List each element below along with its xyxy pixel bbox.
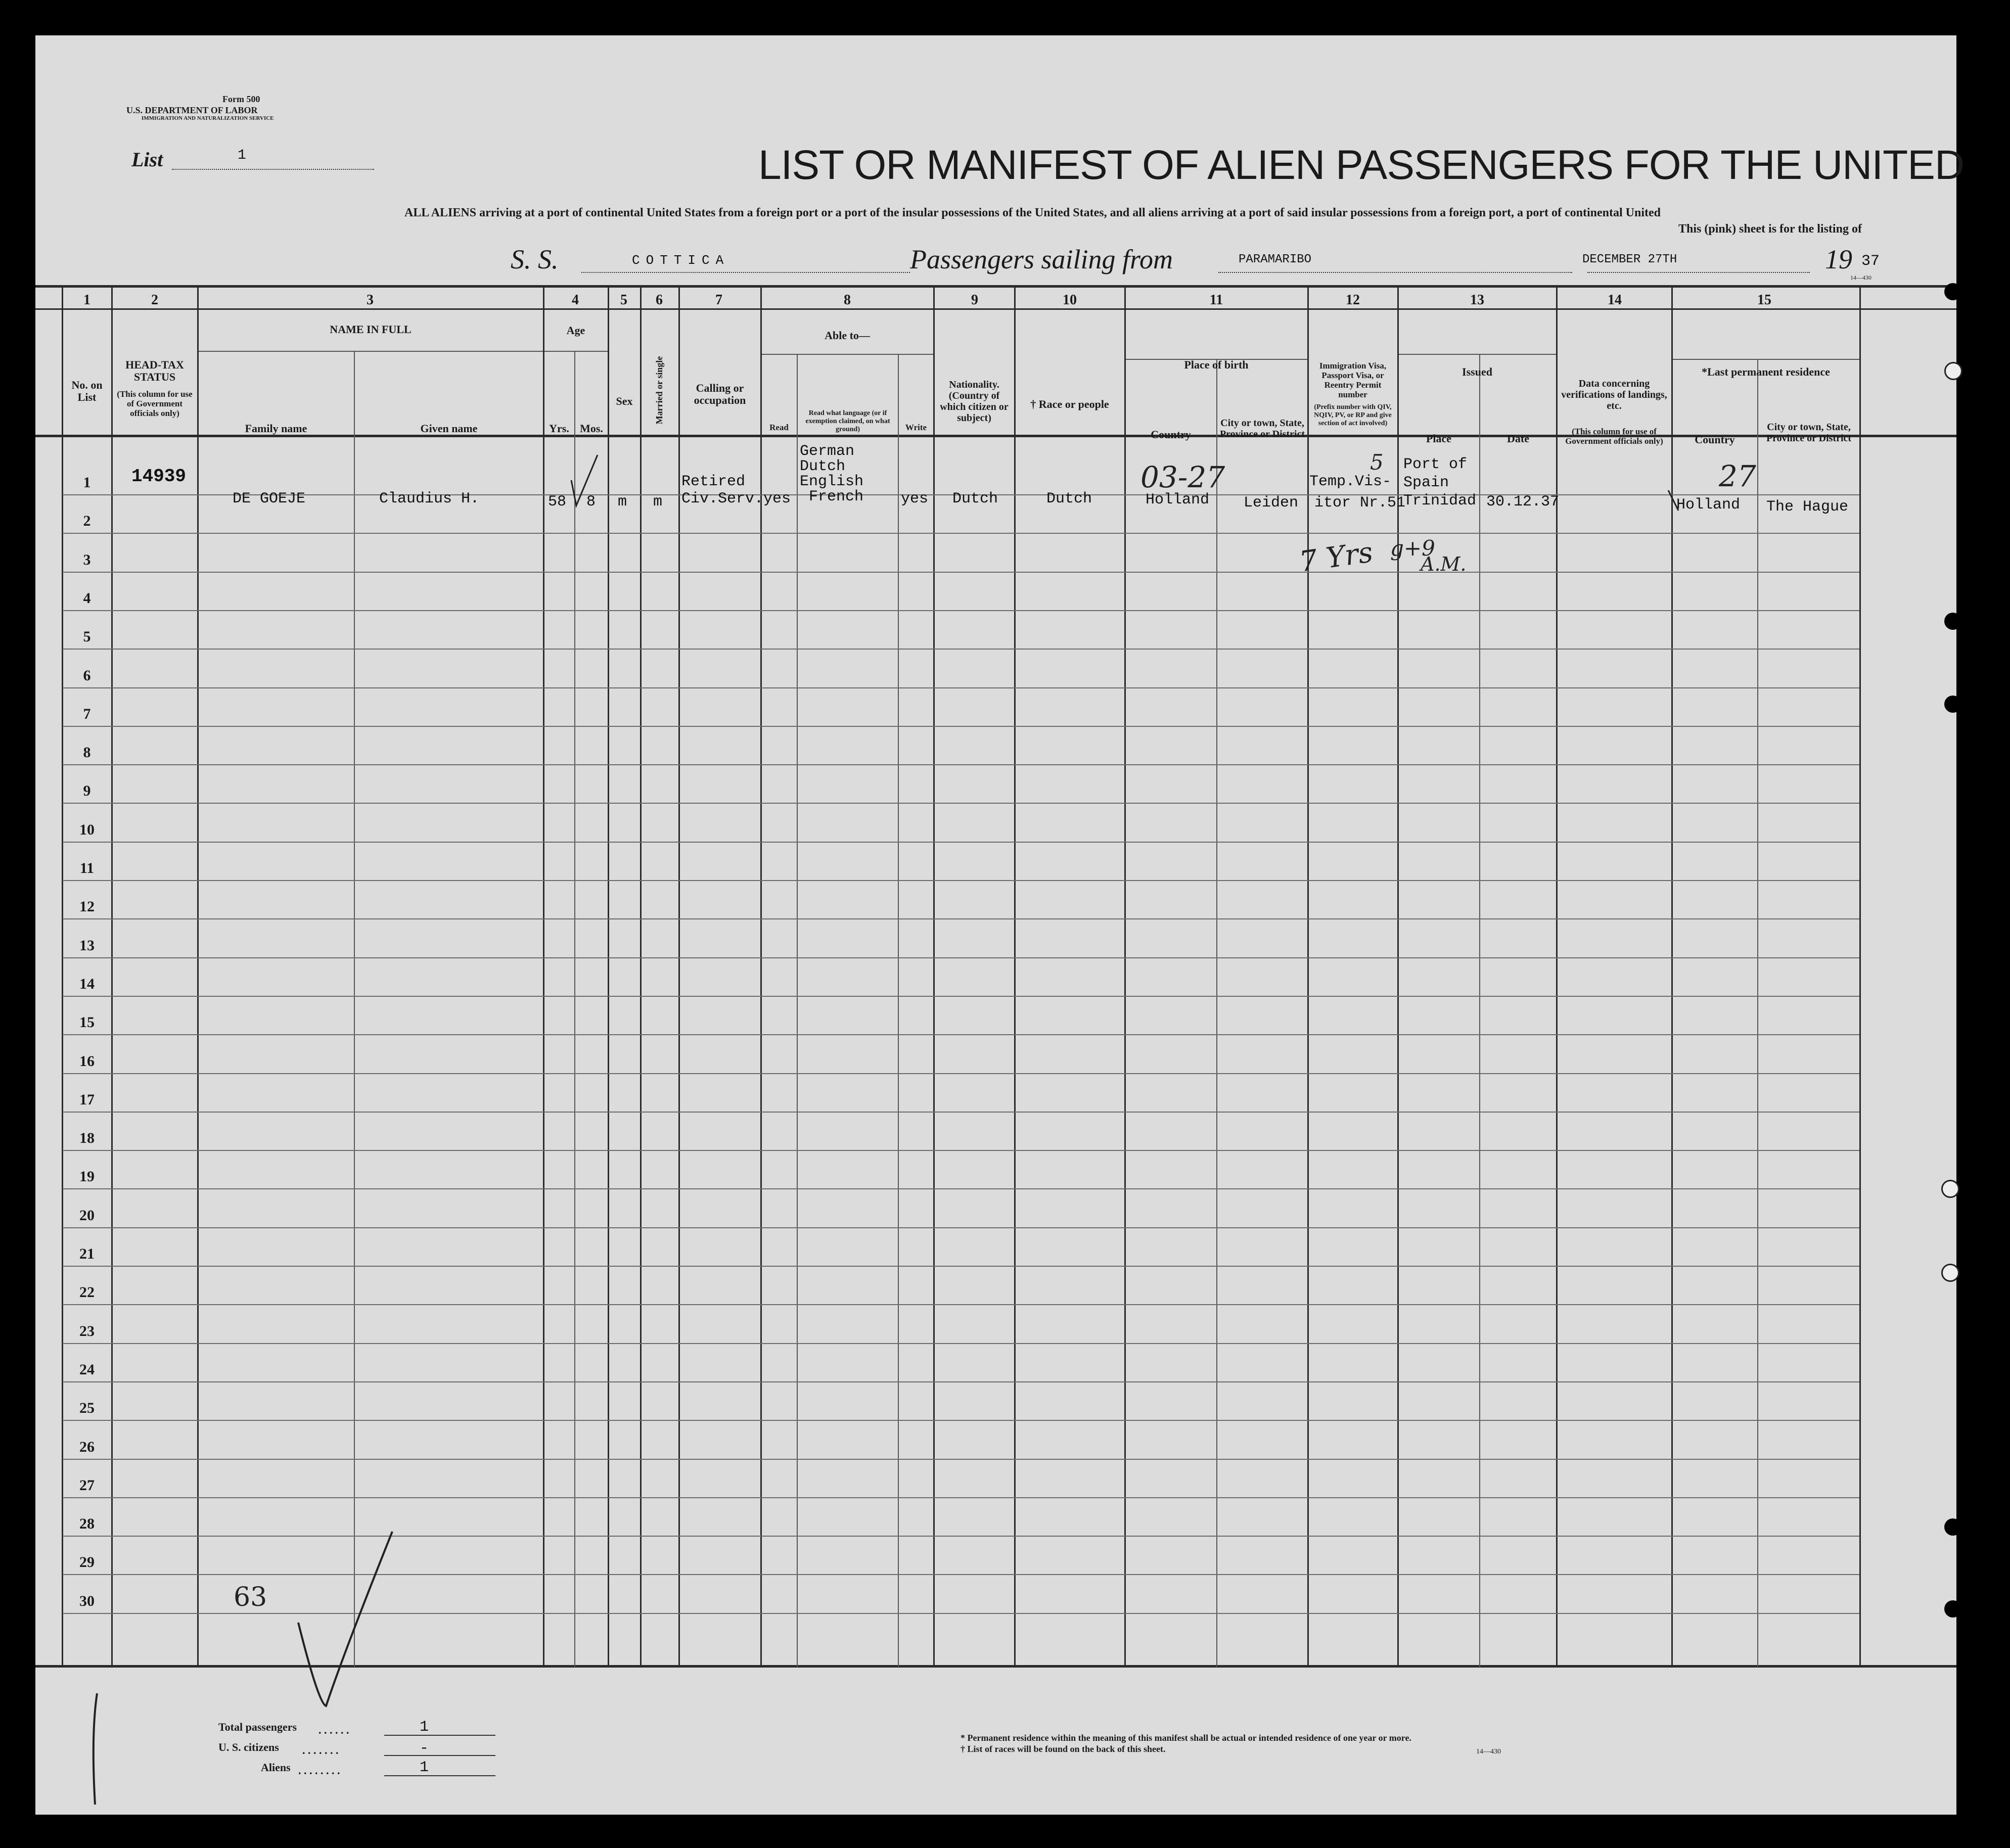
row-number: 8 (83, 744, 91, 761)
column-number: 14 (1608, 292, 1622, 308)
visa-line2: itor Nr.51 (1314, 494, 1406, 512)
binder-hole (1941, 1180, 1959, 1198)
age-months: 8 (586, 493, 596, 511)
row-number: 6 (83, 667, 91, 684)
manifest-title: LIST OR MANIFEST OF ALIEN PASSENGERS FOR THE UNITED (758, 142, 1965, 188)
binder-hole (1944, 362, 1962, 380)
departure-date: DECEMBER 27TH (1582, 253, 1677, 266)
row-number: 4 (83, 589, 91, 607)
us-citizens-label: U. S. citizens (218, 1741, 279, 1753)
total-passengers-label: Total passengers (218, 1721, 297, 1733)
header-nationality: Nationality. (Country of which citizen or subject) (940, 379, 1009, 424)
total-passengers-underline (384, 1735, 495, 1736)
us-citizens-value: - (420, 1740, 429, 1757)
ss-label: S. S. (511, 244, 559, 274)
race: Dutch (1046, 490, 1092, 507)
header-read: Read (769, 423, 789, 432)
aliens-label: Aliens (261, 1761, 291, 1774)
column-number: 4 (572, 292, 579, 308)
header-calling: Calling or occupation (694, 382, 746, 406)
header-landing-data: Data concerning verifications of landings, etc. (1561, 378, 1667, 411)
binder-hole (1944, 1518, 1961, 1536)
calling-line1: Retired (681, 473, 746, 490)
row-number: 20 (79, 1207, 95, 1224)
footnote-races: † List of races will be found on the back of this sheet. (961, 1744, 1166, 1754)
column-number: 3 (367, 292, 374, 308)
list-label: List (131, 148, 163, 171)
handwritten-initials: A.M. (1421, 553, 1467, 575)
birth-country: Holland (1146, 491, 1210, 509)
row-number: 21 (79, 1245, 95, 1262)
row-number: 18 (79, 1130, 95, 1147)
row-number: 3 (83, 551, 91, 568)
header-given-name: Given name (420, 422, 478, 435)
header-mos: Mos. (580, 422, 603, 435)
birth-city: Leiden (1244, 494, 1299, 512)
departure-port: PARAMARIBO (1239, 253, 1312, 266)
header-race: † Race or people (1030, 398, 1109, 410)
handwritten-years: 7 Yrs (1297, 536, 1375, 579)
row-number: 1 (83, 474, 91, 491)
row-number: 27 (79, 1476, 95, 1494)
year-prefix: 19 (1825, 244, 1852, 274)
header-birth-country: Country (1151, 428, 1191, 441)
column-number: 5 (620, 292, 627, 308)
form-number: Form 500 (222, 94, 260, 104)
row-number: 26 (79, 1438, 95, 1455)
residence-country: Holland (1676, 496, 1741, 514)
service-name: IMMIGRATION AND NATURALIZATION SERVICE (142, 115, 274, 121)
header-res-country: Country (1695, 433, 1735, 446)
header-visa: Immigration Visa, Passport Visa, or Reentry Permit number (1319, 361, 1387, 399)
header-age: Age (566, 324, 585, 337)
footnote-code: 14—430 (1476, 1748, 1501, 1755)
footnote-residence: * Permanent residence within the meaning of this manifest shall be actual or intended residence of one year or more. (961, 1733, 1411, 1743)
department-name: U.S. DEPARTMENT OF LABOR (126, 105, 258, 115)
row-number: 12 (79, 898, 95, 915)
row-number: 17 (79, 1091, 95, 1108)
header-read-language: Read what language (or if exemption claimed, on what ground) (805, 409, 890, 433)
header-issued-date: Date (1507, 432, 1529, 445)
header-sex: Sex (616, 395, 633, 407)
language-3: English (800, 473, 864, 490)
nationality: Dutch (952, 490, 998, 507)
column-number: 9 (971, 292, 978, 308)
header-issued-place: Place (1426, 432, 1452, 445)
issued-place-line1: Port of (1403, 456, 1468, 473)
head-tax-mark: 14939 (131, 466, 187, 487)
column-number: 6 (656, 292, 663, 308)
row-number: 30 (79, 1592, 95, 1609)
row-number: 22 (79, 1284, 95, 1301)
birth-code-annotation: 03-27 (1140, 460, 1225, 494)
column-number: 8 (844, 292, 851, 308)
residence-city: The Hague (1766, 498, 1849, 516)
row-number: 16 (79, 1052, 95, 1070)
total-passengers-value: 1 (420, 1719, 429, 1736)
handwritten-check-marks (35, 35, 1956, 1815)
row-number: 7 (83, 705, 91, 722)
row-number: 9 (83, 782, 91, 800)
header-head-tax-note: (This column for use of Government officials only) (117, 389, 193, 418)
header-yrs: Yrs. (549, 422, 569, 435)
header-res-city: City or town, State, Province or District (1766, 422, 1852, 444)
column-number: 10 (1063, 292, 1077, 308)
form-code-top: 14—430 (1850, 274, 1871, 281)
citizens-dots: . . . . . . . (302, 1744, 339, 1757)
sailing-label: Passengers sailing from (910, 244, 1173, 274)
row-number: 29 (79, 1554, 95, 1571)
row-number: 10 (79, 821, 95, 838)
column-number: 2 (151, 292, 158, 308)
binder-hole (1944, 696, 1961, 713)
header-family-name: Family name (245, 422, 307, 435)
issued-place-line3: Trinidad (1403, 492, 1477, 510)
row-number: 28 (79, 1515, 95, 1533)
header-married: Married or single (654, 356, 664, 425)
year-suffix: 37 (1861, 253, 1880, 270)
binder-hole (1944, 613, 1961, 630)
row-number: 15 (79, 1014, 95, 1031)
manifest-sheet (35, 35, 1965, 1815)
residence-code-annotation: 27 (1719, 459, 1756, 493)
column-number: 12 (1346, 292, 1360, 308)
binder-hole (1944, 1600, 1961, 1618)
header-name-in-full: NAME IN FULL (330, 323, 412, 336)
manifest-subtitle: ALL ALIENS arriving at a port of continental United States from a foreign port or a port of the insular possessions of the United States, and all aliens arriving at a port of said insular possessions from a foreign port, a port of continental United (404, 206, 1661, 219)
sex: m (618, 493, 627, 511)
language-1: German (800, 443, 855, 460)
age-years: 58 (548, 493, 567, 511)
header-landing-note: (This column for use of Government officials only) (1565, 427, 1663, 446)
header-birth-city: City or town, State, Province or District (1219, 418, 1305, 440)
header-visa-note: (Prefix number with QIV, NQIV, PV, or RP and give section of act involved) (1314, 403, 1392, 427)
row-number: 24 (79, 1361, 95, 1378)
row-number: 25 (79, 1400, 95, 1417)
column-number: 11 (1209, 292, 1223, 308)
can-write: yes (901, 490, 929, 507)
column-number: 7 (715, 292, 722, 308)
aliens-underline (384, 1775, 495, 1776)
given-name: Claudius H. (379, 490, 480, 507)
calling-line2: Civ.Serv. (681, 490, 764, 507)
language-4: French (809, 488, 864, 505)
total-dots: . . . . . . (318, 1724, 349, 1736)
header-write: Write (905, 423, 927, 432)
column-number: 15 (1757, 292, 1771, 308)
visa-annotation: 5 (1370, 450, 1384, 475)
header-issued: Issued (1462, 365, 1492, 378)
binder-hole (1941, 1264, 1959, 1282)
manifest-subtitle-2: This (pink) sheet is for the listing of (1678, 222, 1862, 236)
column-number: 1 (83, 292, 90, 308)
can-read: yes (763, 490, 791, 507)
row-number: 13 (79, 937, 95, 954)
row-number: 11 (79, 860, 95, 876)
row-number: 5 (83, 628, 91, 645)
language-2: Dutch (800, 458, 846, 475)
marital-status: m (653, 493, 663, 511)
header-head-tax: HEAD-TAX STATUS (125, 358, 184, 383)
page-mark: 63 (234, 1582, 267, 1612)
row-number: 14 (79, 975, 95, 992)
binder-hole (1944, 283, 1961, 300)
handwritten-note: g+9 (1390, 536, 1435, 561)
us-citizens-underline (384, 1755, 495, 1756)
issued-place-line2: Spain (1403, 474, 1449, 491)
ship-name: COTTICA (632, 253, 730, 268)
issued-date: 30.12.37 (1486, 493, 1560, 511)
visa-line1: Temp.Vis- (1309, 473, 1392, 490)
row-number: 2 (83, 513, 91, 530)
header-last-residence: *Last permanent residence (1702, 365, 1830, 378)
row-number: 19 (79, 1168, 95, 1185)
row-number: 23 (79, 1322, 95, 1339)
header-no-on-list: No. on List (71, 379, 103, 403)
column-number: 13 (1470, 292, 1484, 308)
aliens-value: 1 (420, 1759, 429, 1776)
list-number: 1 (238, 148, 246, 163)
header-place-of-birth: Place of birth (1184, 358, 1249, 371)
family-name: DE GOEJE (233, 490, 306, 507)
header-able-to: Able to— (825, 329, 870, 342)
aliens-dots: . . . . . . . . (298, 1764, 340, 1777)
